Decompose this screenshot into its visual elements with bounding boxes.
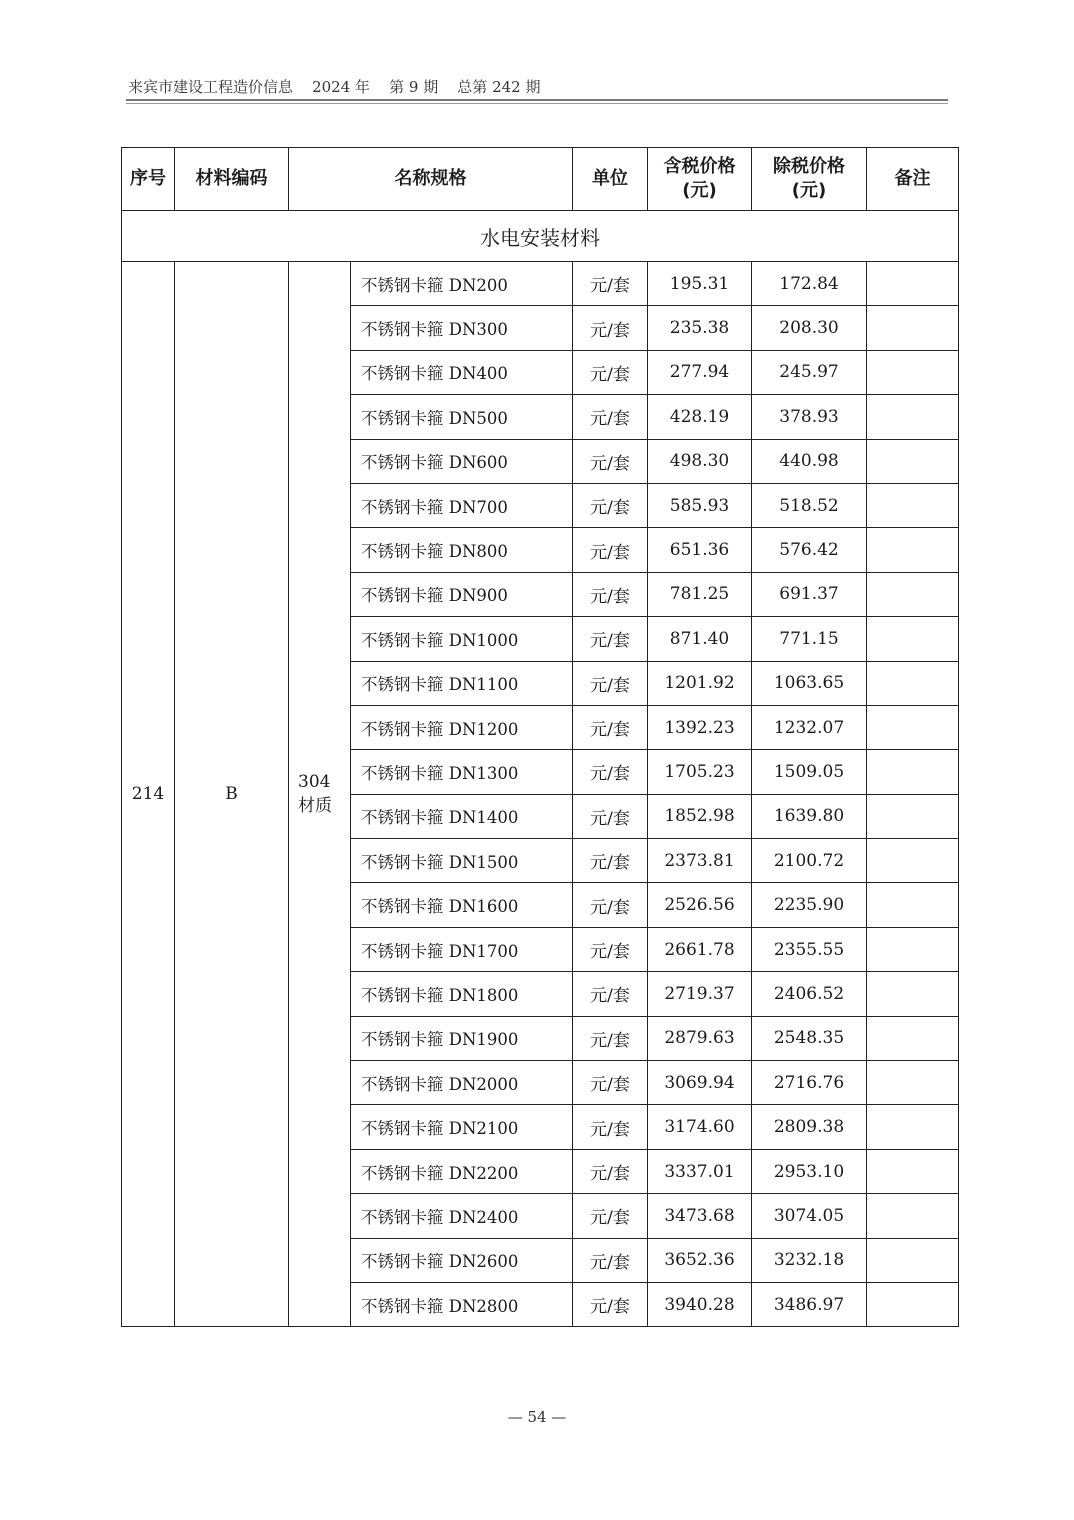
item-unit: 元/套 [573, 750, 648, 794]
item-price-tax: 2526.56 [648, 883, 752, 927]
item-name: 不锈钢卡箍 DN1700 [351, 927, 573, 971]
item-price-notax: 2406.52 [752, 972, 867, 1016]
price-tax-label: 含税价格 [663, 156, 736, 177]
price-tax-unit: (元) [682, 180, 717, 201]
item-remark [867, 883, 959, 927]
item-price-notax: 771.15 [752, 617, 867, 661]
col-header-code: 材料编码 [175, 148, 289, 211]
item-name: 不锈钢卡箍 DN1100 [351, 661, 573, 705]
item-price-notax: 2809.38 [752, 1105, 867, 1149]
item-price-tax: 1392.23 [648, 705, 752, 749]
item-name: 不锈钢卡箍 DN2800 [351, 1282, 573, 1326]
item-price-tax: 498.30 [648, 439, 752, 483]
item-remark [867, 1238, 959, 1282]
item-name: 不锈钢卡箍 DN2100 [351, 1105, 573, 1149]
item-price-notax: 2548.35 [752, 1016, 867, 1060]
section-title: 水电安装材料 [122, 211, 959, 262]
item-name: 不锈钢卡箍 DN800 [351, 528, 573, 572]
item-name: 不锈钢卡箍 DN2200 [351, 1149, 573, 1193]
price-notax-label: 除税价格 [773, 156, 845, 177]
table-row [122, 262, 959, 306]
item-name: 不锈钢卡箍 DN600 [351, 439, 573, 483]
price-notax-unit: (元) [791, 180, 827, 201]
item-remark [867, 794, 959, 838]
item-price-notax: 208.30 [752, 306, 867, 350]
item-remark [867, 439, 959, 483]
item-remark [867, 1194, 959, 1238]
item-unit: 元/套 [573, 350, 648, 394]
item-price-tax: 1705.23 [648, 750, 752, 794]
item-price-tax: 3337.01 [648, 1149, 752, 1193]
item-remark [867, 350, 959, 394]
item-remark [867, 306, 959, 350]
item-unit: 元/套 [573, 1149, 648, 1193]
item-price-tax: 3174.60 [648, 1105, 752, 1149]
item-name: 不锈钢卡箍 DN500 [351, 395, 573, 439]
item-price-tax: 195.31 [648, 262, 752, 306]
item-remark [867, 927, 959, 971]
item-unit: 元/套 [573, 572, 648, 616]
item-remark [867, 972, 959, 1016]
item-unit: 元/套 [573, 262, 648, 306]
item-price-notax: 518.52 [752, 483, 867, 527]
group-code: B [175, 262, 289, 1327]
header-rule [126, 99, 948, 101]
item-name: 不锈钢卡箍 DN1600 [351, 883, 573, 927]
item-unit: 元/套 [573, 1105, 648, 1149]
col-header-unit: 单位 [573, 148, 648, 211]
section-row [122, 211, 959, 262]
item-name: 不锈钢卡箍 DN1500 [351, 839, 573, 883]
item-unit: 元/套 [573, 1061, 648, 1105]
item-remark [867, 750, 959, 794]
table-header-row [122, 148, 959, 211]
item-unit: 元/套 [573, 1016, 648, 1060]
item-unit: 元/套 [573, 483, 648, 527]
item-price-tax: 2661.78 [648, 927, 752, 971]
item-unit: 元/套 [573, 839, 648, 883]
item-name: 不锈钢卡箍 DN200 [351, 262, 573, 306]
group-seq: 214 [122, 262, 175, 1327]
item-price-notax: 1509.05 [752, 750, 867, 794]
item-unit: 元/套 [573, 705, 648, 749]
col-header-name: 名称规格 [289, 148, 573, 211]
item-price-tax: 871.40 [648, 617, 752, 661]
item-unit: 元/套 [573, 1282, 648, 1326]
item-remark [867, 1016, 959, 1060]
item-price-tax: 1201.92 [648, 661, 752, 705]
item-price-tax: 3069.94 [648, 1061, 752, 1105]
group-material [289, 262, 351, 1327]
price-table [121, 147, 959, 1327]
item-price-notax: 245.97 [752, 350, 867, 394]
item-name: 不锈钢卡箍 DN1400 [351, 794, 573, 838]
col-header-price-notax [752, 148, 867, 211]
item-unit: 元/套 [573, 306, 648, 350]
item-price-notax: 576.42 [752, 528, 867, 572]
item-unit: 元/套 [573, 1238, 648, 1282]
header-issue: 第 9 期 [389, 78, 439, 96]
item-price-tax: 277.94 [648, 350, 752, 394]
item-price-tax: 2719.37 [648, 972, 752, 1016]
item-name: 不锈钢卡箍 DN1900 [351, 1016, 573, 1060]
item-price-notax: 2716.76 [752, 1061, 867, 1105]
header-rule-thin [126, 103, 948, 104]
page-number: — 54 — [507, 1408, 567, 1426]
item-price-tax: 585.93 [648, 483, 752, 527]
item-name: 不锈钢卡箍 DN700 [351, 483, 573, 527]
item-unit: 元/套 [573, 794, 648, 838]
item-remark [867, 262, 959, 306]
item-name: 不锈钢卡箍 DN2000 [351, 1061, 573, 1105]
item-price-notax: 691.37 [752, 572, 867, 616]
item-price-tax: 3940.28 [648, 1282, 752, 1326]
item-remark [867, 1149, 959, 1193]
item-unit: 元/套 [573, 661, 648, 705]
item-name: 不锈钢卡箍 DN1300 [351, 750, 573, 794]
item-remark [867, 1061, 959, 1105]
item-remark [867, 1105, 959, 1149]
item-price-tax: 428.19 [648, 395, 752, 439]
item-price-notax: 172.84 [752, 262, 867, 306]
item-price-notax: 2953.10 [752, 1149, 867, 1193]
item-remark [867, 839, 959, 883]
item-price-tax: 2879.63 [648, 1016, 752, 1060]
item-remark [867, 661, 959, 705]
item-price-notax: 1063.65 [752, 661, 867, 705]
item-price-notax: 3232.18 [752, 1238, 867, 1282]
item-price-notax: 378.93 [752, 395, 867, 439]
material-grade: 304 [298, 772, 331, 793]
item-price-tax: 3652.36 [648, 1238, 752, 1282]
item-price-notax: 2100.72 [752, 839, 867, 883]
col-header-price-tax [648, 148, 752, 211]
item-remark [867, 572, 959, 616]
item-name: 不锈钢卡箍 DN1000 [351, 617, 573, 661]
item-name: 不锈钢卡箍 DN1800 [351, 972, 573, 1016]
item-unit: 元/套 [573, 528, 648, 572]
item-price-notax: 3074.05 [752, 1194, 867, 1238]
col-header-seq: 序号 [122, 148, 175, 211]
material-label: 材质 [298, 796, 332, 817]
item-price-notax: 2355.55 [752, 927, 867, 971]
item-remark [867, 617, 959, 661]
item-price-notax: 440.98 [752, 439, 867, 483]
item-price-notax: 1639.80 [752, 794, 867, 838]
item-name: 不锈钢卡箍 DN2600 [351, 1238, 573, 1282]
item-price-notax: 3486.97 [752, 1282, 867, 1326]
item-price-tax: 3473.68 [648, 1194, 752, 1238]
item-price-tax: 2373.81 [648, 839, 752, 883]
item-remark [867, 1282, 959, 1326]
item-remark [867, 528, 959, 572]
item-price-tax: 781.25 [648, 572, 752, 616]
item-unit: 元/套 [573, 395, 648, 439]
item-price-notax: 1232.07 [752, 705, 867, 749]
header-year: 2024 年 [312, 78, 371, 96]
item-price-tax: 651.36 [648, 528, 752, 572]
item-unit: 元/套 [573, 439, 648, 483]
header-total-issue: 总第 242 期 [457, 78, 541, 96]
publication-name: 来宾市建设工程造价信息 [128, 78, 294, 96]
item-price-tax: 235.38 [648, 306, 752, 350]
item-unit: 元/套 [573, 883, 648, 927]
item-name: 不锈钢卡箍 DN2400 [351, 1194, 573, 1238]
item-name: 不锈钢卡箍 DN400 [351, 350, 573, 394]
running-header [128, 76, 540, 97]
item-name: 不锈钢卡箍 DN1200 [351, 705, 573, 749]
item-rows [122, 262, 959, 1327]
item-unit: 元/套 [573, 1194, 648, 1238]
item-unit: 元/套 [573, 972, 648, 1016]
item-remark [867, 483, 959, 527]
item-price-tax: 1852.98 [648, 794, 752, 838]
item-unit: 元/套 [573, 617, 648, 661]
item-price-notax: 2235.90 [752, 883, 867, 927]
item-remark [867, 395, 959, 439]
item-name: 不锈钢卡箍 DN300 [351, 306, 573, 350]
item-name: 不锈钢卡箍 DN900 [351, 572, 573, 616]
item-remark [867, 705, 959, 749]
item-unit: 元/套 [573, 927, 648, 971]
col-header-remark: 备注 [867, 148, 959, 211]
